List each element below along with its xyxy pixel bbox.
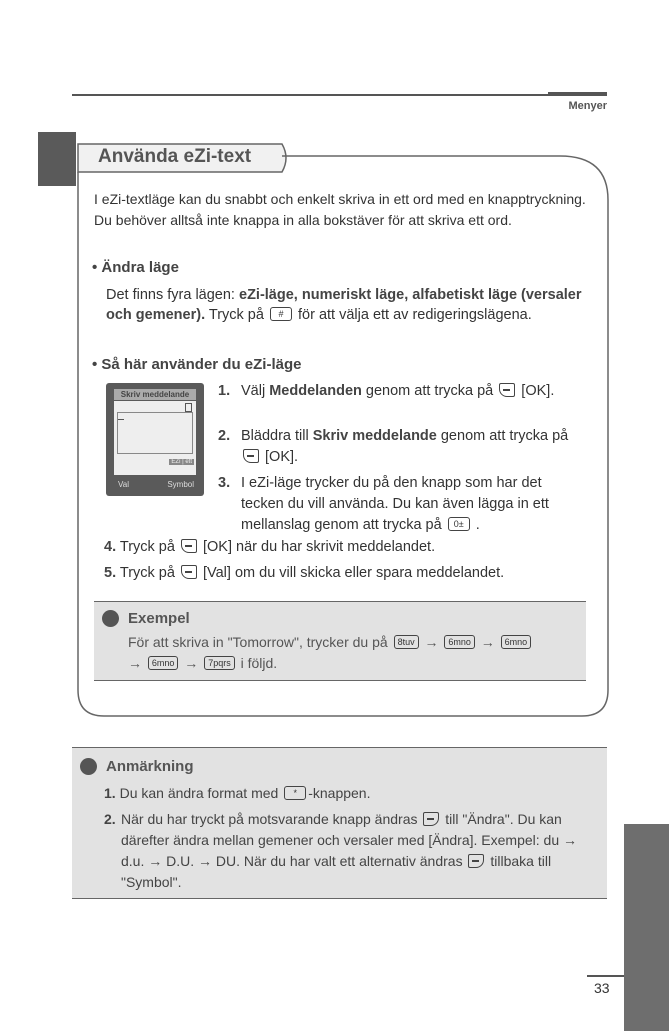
key-6-icon: 6mno <box>444 635 475 649</box>
soft-key-right-icon <box>499 383 515 397</box>
star-key-icon: * <box>284 786 306 800</box>
page-number: 33 <box>594 980 610 996</box>
key-6-icon: 6mno <box>501 635 532 649</box>
zero-key-icon: 0± <box>448 517 470 531</box>
example-text: För att skriva in "Tomorrow", trycker du på 8tuv → 6mno → 6mno <box>128 632 588 653</box>
battery-icon <box>185 403 192 412</box>
header-section: Menyer <box>568 100 607 112</box>
note-item-1: 1. Du kan ändra format med * -knappen. <box>104 785 371 801</box>
key-7-icon: 7pqrs <box>204 656 235 670</box>
key-8-icon: 8tuv <box>394 635 419 649</box>
note-heading: Anmärkning <box>106 758 194 775</box>
note-item-2: 2. När du har tryckt på motsvarande knapp ändras till "Ändra". Du kan därefter ändra mellan gemener och versaler med [Ändra]. Exempel: du → d.u. → D.U. → DU. När du har valt ett alternativ ändras tillbaka till "Symbol". <box>104 811 578 890</box>
step-3: 3. I eZi-läge trycker du på den knapp som har det tecken du vill använda. Du kan även lägga in ett mellanslag genom att trycka på 0± . <box>218 475 549 533</box>
screen-body <box>114 401 196 475</box>
hash-key-icon: # <box>270 307 292 321</box>
screen-title: Skriv meddelande <box>114 389 196 400</box>
page-number-rule <box>587 975 624 977</box>
soft-key-right-icon <box>181 565 197 579</box>
step-5: 5. Tryck på [Val] om du vill skicka eller spara meddelandet. <box>104 565 505 581</box>
side-tab <box>624 824 669 1031</box>
change-mode-heading: • Ändra läge <box>92 259 179 276</box>
change-mode-text: Det finns fyra lägen: eZi-läge, numeriskt läge, alfabetiskt läge (versaler och gemener). Tryck på # för att välja ett av redigeringslägena. <box>106 287 582 323</box>
soft-key-right-icon <box>243 449 259 463</box>
text-area <box>117 412 193 454</box>
example-bullet-icon <box>102 610 119 627</box>
step-1: 1. Välj Meddelanden genom att trycka på [OK]. <box>218 383 555 399</box>
soft-key-left-icon <box>423 812 439 826</box>
phone-screen <box>106 383 204 496</box>
step-4: 4. Tryck på [OK] när du har skrivit meddelandet. <box>104 539 436 555</box>
right-soft-label: Symbol <box>167 480 194 489</box>
note-bullet-icon <box>80 758 97 775</box>
example-text-line2: → 6mno → 7pqrs i följd. <box>128 655 278 671</box>
intro-text: I eZi-textläge kan du snabbt och enkelt skriva in ett ord med en knapptryckning. Du behöver alltså inte knappa in alla bokstäver för att skriva ett ord. <box>94 191 586 228</box>
key-6-icon: 6mno <box>148 656 179 670</box>
howto-heading: • Så här använder du eZi-läge <box>92 356 302 373</box>
section-title: Använda eZi-text <box>98 146 252 167</box>
step-2: 2. Bläddra till Skriv meddelande genom att trycka på [OK]. <box>218 428 569 465</box>
example-heading: Exempel <box>128 610 190 627</box>
mode-indicator: EZi | ett <box>171 459 192 465</box>
soft-key-left-icon <box>468 854 484 868</box>
left-soft-label: Val <box>118 480 129 489</box>
soft-key-right-icon <box>181 539 197 553</box>
